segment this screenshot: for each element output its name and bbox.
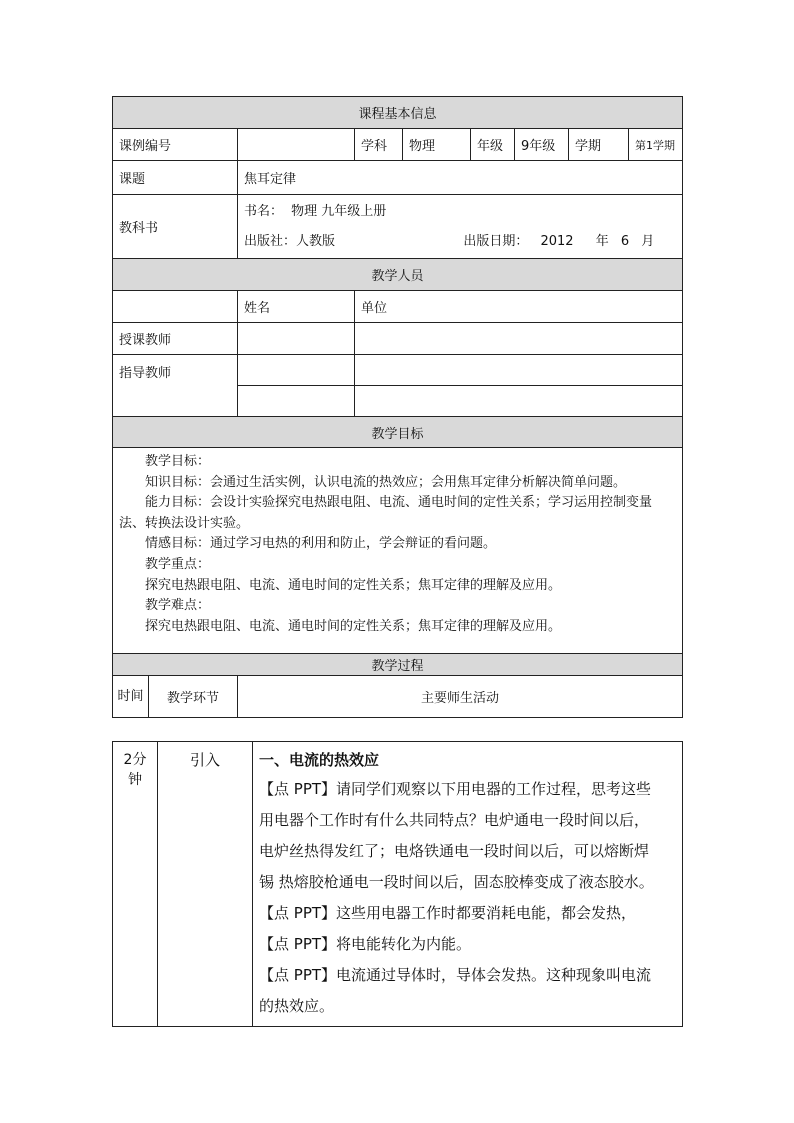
intro-line-7: 的热效应。 [259,997,335,1015]
intro-process-table [112,741,683,1027]
term-label: 学期 [569,129,629,161]
pub-month: 6 [620,233,630,249]
textbook-info [238,195,683,259]
lecturer-unit-cell [355,323,683,355]
book-name-label: 书名： [244,203,284,219]
goal-line-0: 教学目标： [145,454,211,469]
activity-col-header: 主要师生活动 [238,676,683,718]
intro-line-4: 【点 PPT】这些用电器工作时都要消耗电能，都会发热， [259,904,637,922]
advisor-name-cell-1 [238,355,355,386]
intro-line-2: 电炉丝热得发红了；电烙铁通电一段时间以后，可以熔断焊 [259,842,650,860]
intro-line-3: 锡 热熔胶枪通电一段时间以后，固态胶棒变成了液态胶水。 [259,873,654,891]
grade-value: 9年级 [515,129,569,161]
lecturer-name-cell [238,323,355,355]
intro-title: 一、电流的热效应 [259,751,380,769]
publisher-value: 人教版 [296,233,336,249]
intro-line-1: 用电器个工作时有什么共同特点？电炉通电一段时间以后， [259,811,650,829]
intro-time: 2分钟 [113,742,158,1027]
book-name-line [244,197,676,227]
unit-col-header: 单位 [355,291,683,323]
goal-line-6: 教学难点： [145,598,211,614]
lecturer-label: 授课教师 [113,323,238,355]
intro-activity [253,742,683,1027]
year-unit: 年 [595,233,609,249]
grade-label: 年级 [471,129,515,161]
staff-header: 教学人员 [113,259,683,291]
book-name-value: 物理 九年级上册 [291,203,387,219]
course-info-header: 课程基本信息 [113,97,683,129]
subject-value: 物理 [403,129,471,161]
goal-line-2: 能力目标：会设计实验探究电热跟电阻、电流、通电时间的定性关系；学习运用控制变量法、转换法设计实验。 [119,495,653,531]
case-no-label: 课例编号 [113,129,238,161]
publisher-label: 出版社： [244,233,297,249]
month-unit: 月 [641,233,655,249]
intro-stage: 引入 [158,742,253,1027]
intro-line-5: 【点 PPT】将电能转化为内能。 [259,935,472,953]
subject-label: 学科 [355,129,403,161]
pub-date-label: 出版日期： [463,233,529,249]
advisor-unit-cell-2 [355,386,683,417]
case-no-value [238,129,355,161]
advisor-label: 指导教师 [113,355,238,417]
goals-header: 教学目标 [113,417,683,448]
name-col-header: 姓名 [238,291,355,323]
goal-line-7: 探究电热跟电阻、电流、通电时间的定性关系；焦耳定律的理解及应用。 [145,618,562,634]
goal-line-5: 探究电热跟电阻、电流、通电时间的定性关系；焦耳定律的理解及应用。 [145,577,562,593]
term-value: 第1学期 [629,129,683,161]
advisor-name-cell-2 [238,386,355,417]
intro-line-6: 【点 PPT】电流通过导体时，导体会发热。这种现象叫电流 [259,966,652,984]
lesson-info-table [112,96,683,718]
pub-year: 2012 [540,233,574,249]
goal-line-3: 情感目标：通过学习电热的利用和防止，学会辩证的看问题。 [145,536,497,552]
publisher-line [244,227,676,257]
goals-body [113,448,683,654]
process-header: 教学过程 [113,654,683,676]
goal-line-4: 教学重点： [145,556,211,572]
goal-line-1: 知识目标：会通过生活实例，认识电流的热效应；会用焦耳定律分析解决简单问题。 [145,474,627,490]
topic-value: 焦耳定律 [238,161,683,195]
stage-col-header: 教学环节 [149,676,238,718]
advisor-unit-cell-1 [355,355,683,386]
staff-blank-cell [113,291,238,323]
textbook-label: 教科书 [113,195,238,259]
intro-line-0: 【点 PPT】请同学们观察以下用电器的工作过程，思考这些 [259,780,652,798]
topic-label: 课题 [113,161,238,195]
time-col-header: 时间 [113,676,149,718]
